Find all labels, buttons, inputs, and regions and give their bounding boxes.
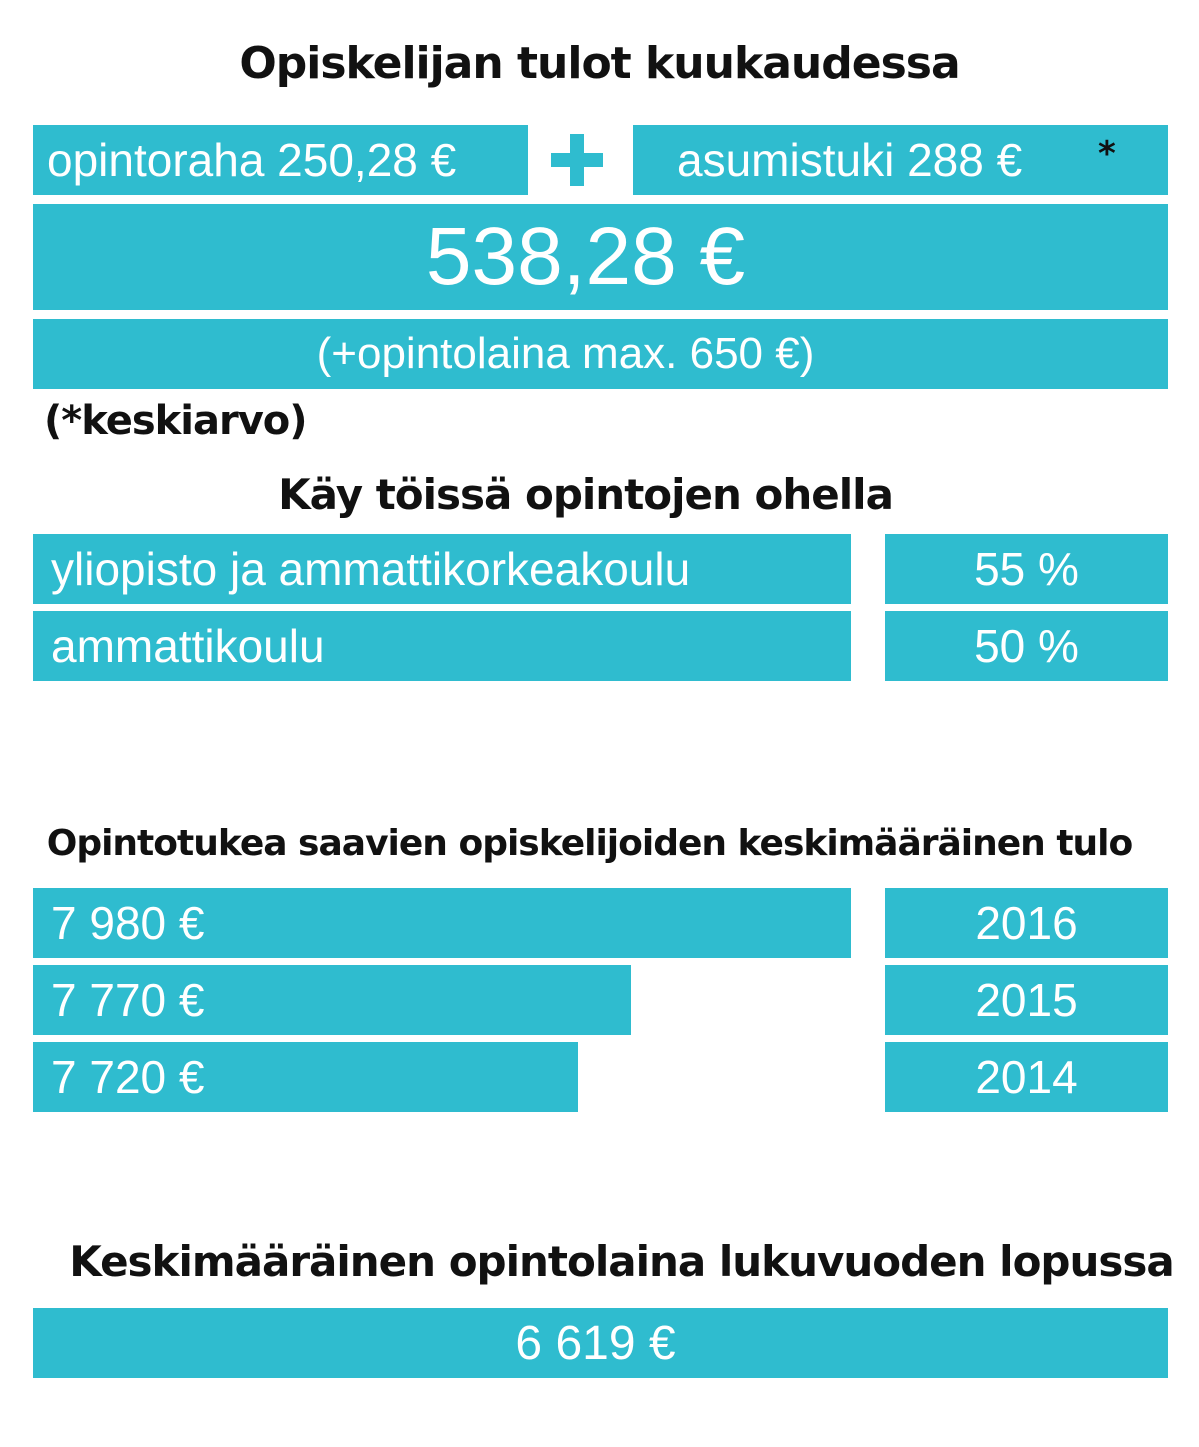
asterisk-mark: *: [1098, 134, 1116, 174]
loan-title: Keskimääräinen opintolaina lukuvuoden lopussa: [69, 1237, 1174, 1286]
bar-value-label: 7 720 €: [51, 1051, 205, 1103]
work-row-value: 50 %: [885, 611, 1168, 681]
bar-2014: [33, 1042, 578, 1112]
bar-category-label: 2016: [885, 888, 1168, 958]
loan-value: 6 619 €: [515, 1316, 676, 1370]
work-title: Käy töissä opintojen ohella: [278, 470, 893, 519]
work-row-label: yliopisto ja ammattikorkeakoulu: [33, 534, 851, 604]
housing-box: [633, 125, 1168, 195]
work-row-label: ammattikoulu: [33, 611, 851, 681]
work-row-value: 55 %: [885, 534, 1168, 604]
loan-note: (+opintolaina max. 650 €): [316, 329, 815, 378]
bar-value-label: 7 770 €: [51, 974, 205, 1026]
grant-box: [33, 125, 528, 195]
grant-label: opintoraha 250,28 €: [47, 134, 457, 186]
bar-2016: [33, 888, 851, 958]
loan-value-box: [33, 1308, 1168, 1378]
bar-value-label: 7 980 €: [51, 897, 205, 949]
bar-category-label: 2015: [885, 965, 1168, 1035]
housing-label: asumistuki 288 €: [677, 134, 1023, 186]
bar-2015: [33, 965, 631, 1035]
plus-icon: [551, 134, 603, 186]
loan-note-box: [33, 319, 1168, 389]
total-box: [33, 204, 1168, 310]
bar-category-label: 2014: [885, 1042, 1168, 1112]
footnote: (*keskiarvo): [44, 398, 307, 444]
total-value: 538,28 €: [425, 211, 746, 302]
income-title: Opiskelijan tulot kuukaudessa: [239, 38, 960, 89]
chart-title: Opintotukea saavien opiskelijoiden keskimääräinen tulo: [46, 823, 1133, 864]
